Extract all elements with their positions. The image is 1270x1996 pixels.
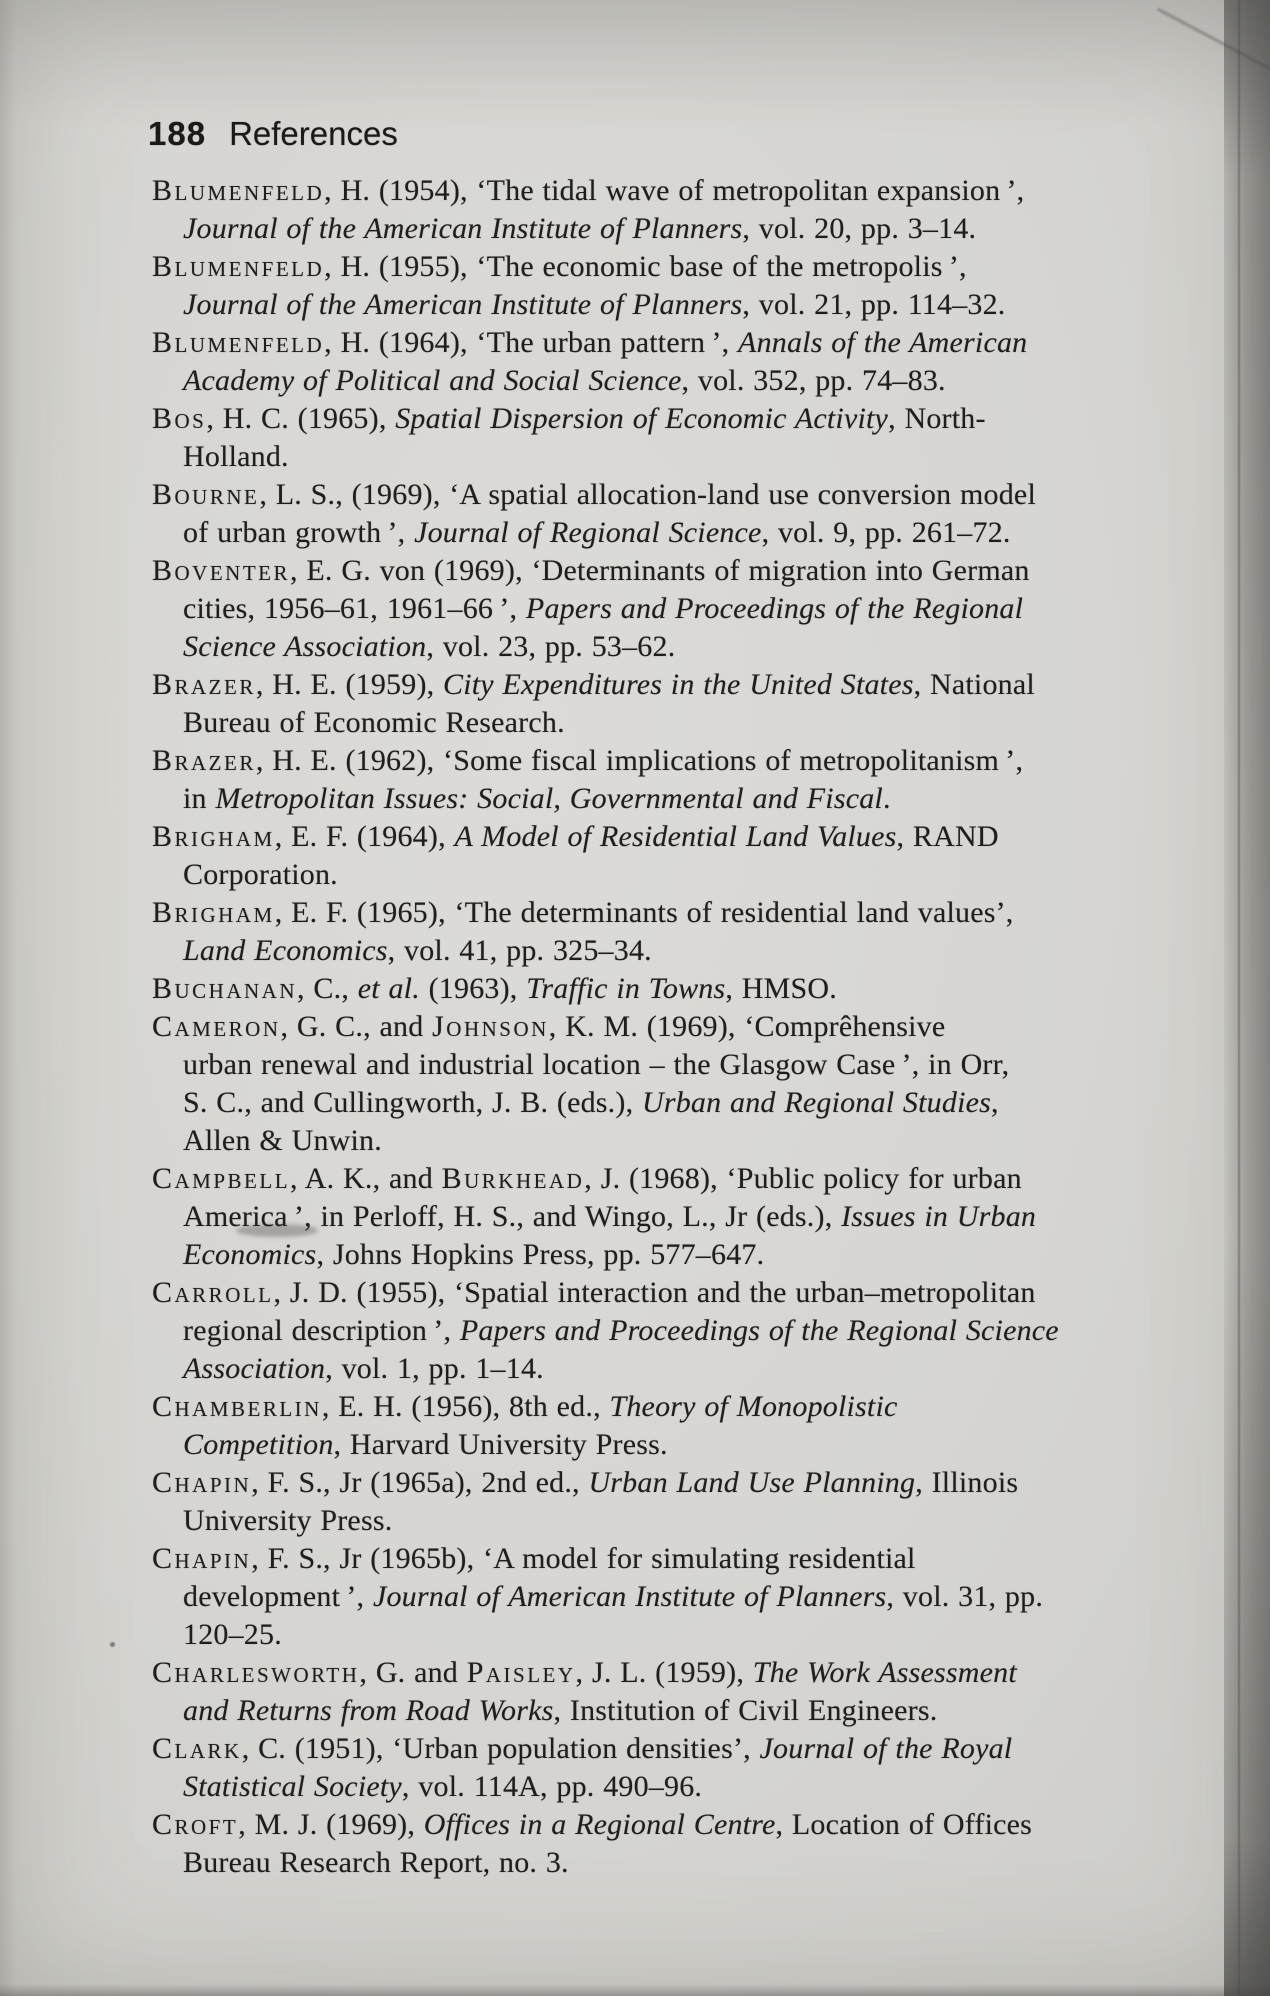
reference-line [152,1388,1197,1426]
reference-text-segment: , HMSO. [725,972,837,1005]
reference-line [152,286,1197,324]
reference-text-segment: , North- [888,402,986,435]
reference-line [152,1426,1197,1464]
reference-line [152,932,1197,970]
reference-text-segment: . [882,782,891,815]
reference-line [152,1122,1197,1160]
reference-text-segment: Journal of the Royal [759,1732,1013,1765]
reference-line [152,742,1197,780]
reference-text-segment: Academy of Political and Social Science [183,364,682,397]
reference-text-segment: , F. S., Jr (1965a), 2nd ed., [251,1466,589,1499]
reference-text-segment: Brigham [152,896,275,929]
reference-line [152,1236,1197,1274]
reference-text-segment: , G. C., and [280,1010,433,1043]
reference-text-segment: Boventer [152,554,290,587]
reference-entry [152,1654,1197,1730]
reference-line [152,1160,1197,1198]
reference-text-segment: , vol. 1, pp. 1–14. [325,1352,544,1385]
reference-text-segment: , vol. 9, pp. 261–72. [761,516,1011,549]
ink-speck [110,1642,115,1647]
reference-text-segment: , vol. 31, pp. [886,1580,1044,1613]
reference-text-segment: Brigham [152,820,275,853]
reference-text-segment: , vol. 41, pp. 325–34. [387,934,652,967]
reference-line [152,552,1197,590]
reference-entry [152,1274,1197,1388]
reference-entry [152,248,1197,324]
page-header [148,116,398,152]
reference-entry [152,324,1197,400]
reference-text-segment: , RAND [896,820,999,853]
reference-text-segment: , H. E. (1962), ‘Some fiscal implications of metropolitanism ’, [255,744,1024,777]
reference-line [152,1654,1197,1692]
reference-entry [152,552,1197,666]
reference-text-segment: , J. (1968), ‘Public policy for urban [584,1162,1022,1195]
reference-text-segment: , Institution of Civil Engineers. [553,1694,938,1727]
reference-text-segment: , J. L. (1959), [575,1656,753,1689]
reference-text-segment: Offices in a Regional Centre [423,1808,776,1841]
reference-entry [152,1806,1197,1882]
reference-line [152,704,1197,742]
reference-line [152,1540,1197,1578]
reference-text-segment: S. C., and Cullingworth, J. B. (eds.), [183,1086,642,1119]
reference-text-segment: Cameron [152,1010,281,1043]
reference-text-segment: of urban growth ’, [183,516,415,549]
page-left-edge-shadow [0,0,16,1996]
reference-text-segment: Metropolitan Issues: Social, Governmental and Fiscal [215,782,883,815]
reference-text-segment: Clark [152,1732,242,1765]
reference-text-segment: urban renewal and industrial location – the Glasgow Case ’, in Orr, [183,1048,1010,1081]
reference-entry [152,400,1197,476]
reference-line [152,172,1197,210]
reference-text-segment: and Returns from Road Works [183,1694,554,1727]
reference-line [152,1768,1197,1806]
reference-text-segment: Journal of American Institute of Planners [372,1580,887,1613]
reference-text-segment: Holland. [183,440,289,473]
reference-line [152,628,1197,666]
reference-entry [152,1464,1197,1540]
reference-text-segment: Bos [152,402,207,435]
reference-line [152,1084,1197,1122]
reference-text-segment: , C. (1951), ‘Urban population densities’, [241,1732,760,1765]
reference-entry [152,476,1197,552]
reference-text-segment: Carroll [152,1276,274,1309]
reference-line [152,1844,1197,1882]
reference-text-segment: Brazer [152,668,256,701]
reference-text-segment: Urban Land Use Planning [588,1466,916,1499]
reference-text-segment: University Press. [183,1504,393,1537]
page-right-edge-shadow [1224,0,1270,1996]
reference-text-segment: , vol. 21, pp. 114–32. [742,288,1006,321]
reference-line [152,1730,1197,1768]
reference-text-segment: Johnson [432,1010,549,1043]
reference-entry [152,1730,1197,1806]
reference-text-segment: , E. G. von (1969), ‘Determinants of migration into German [290,554,1030,587]
reference-text-segment: Campbell [152,1162,291,1195]
reference-line [152,1464,1197,1502]
reference-text-segment: , H. E. (1959), [255,668,444,701]
reference-line [152,1502,1197,1540]
reference-text-segment: Journal of Regional Science [414,516,762,549]
reference-line [152,324,1197,362]
reference-entry [152,172,1197,248]
reference-text-segment: Chapin [152,1466,252,1499]
reference-text-segment: development ’, [183,1580,373,1613]
reference-line [152,894,1197,932]
reference-text-segment: The Work Assessment [752,1656,1017,1689]
reference-text-segment: America ’, in Perloff, H. S., and Wingo, L., Jr (eds.), [183,1200,842,1233]
reference-text-segment: Issues in Urban [841,1200,1037,1233]
reference-text-segment: , H. (1955), ‘The economic base of the metropolis ’, [324,250,967,283]
reference-line [152,1274,1197,1312]
reference-text-segment: Blumenfeld [152,250,325,283]
reference-text-segment: , G. and [359,1656,467,1689]
reference-text-segment: Competition [183,1428,334,1461]
reference-text-segment: Journal of the American Institute of Planners [183,212,743,245]
reference-text-segment: Land Economics [183,934,388,967]
reference-line [152,1692,1197,1730]
reference-text-segment: Charlesworth [152,1656,360,1689]
reference-entry [152,970,1197,1008]
reference-line [152,780,1197,818]
reference-entry [152,742,1197,818]
reference-line [152,248,1197,286]
reference-text-segment: Corporation. [183,858,338,891]
reference-text-segment: , Illinois [915,1466,1019,1499]
reference-text-segment: , vol. 114A, pp. 490–96. [401,1770,703,1803]
reference-entry [152,1540,1197,1654]
reference-text-segment: regional description ’, [183,1314,460,1347]
reference-text-segment: , C., [297,972,358,1005]
reference-line [152,1008,1197,1046]
reference-text-segment: , E. F. (1965), ‘The determinants of residential land values’, [274,896,1014,929]
reference-text-segment: Economics [183,1238,317,1271]
reference-text-segment: A Model of Residential Land Values [454,820,897,853]
reference-text-segment: , F. S., Jr (1965b), ‘A model for simulating residential [251,1542,916,1575]
reference-entry [152,1160,1197,1274]
reference-line [152,1046,1197,1084]
reference-text-segment: , K. M. (1969), ‘Comprêhensive [548,1010,946,1043]
reference-text-segment: City Expenditures in the United States [443,668,914,701]
reference-text-segment: Blumenfeld [152,326,325,359]
reference-entry [152,1008,1197,1160]
reference-text-segment: , vol. 23, pp. 53–62. [426,630,676,663]
reference-text-segment: et al. [357,972,420,1005]
reference-text-segment: , A. K., and [290,1162,442,1195]
reference-line [152,514,1197,552]
reference-line [152,476,1197,514]
reference-text-segment: , [991,1086,999,1119]
reference-line [152,1350,1197,1388]
reference-text-segment: , M. J. (1969), [238,1808,424,1841]
reference-text-segment: Spatial Dispersion of Economic Activity [395,402,889,435]
reference-entry [152,666,1197,742]
reference-text-segment: , H. C. (1965), [206,402,396,435]
reference-text-segment: Blumenfeld [152,174,325,207]
reference-text-segment: Bourne [152,478,260,511]
reference-line [152,818,1197,856]
reference-text-segment: Chapin [152,1542,252,1575]
reference-entry [152,818,1197,894]
reference-text-segment: Buchanan [152,972,298,1005]
reference-text-segment: , E. F. (1964), [274,820,455,853]
references-list [152,172,1197,1882]
reference-line [152,1312,1197,1350]
reference-text-segment: 120–25. [183,1618,282,1651]
page-bottom-edge-shadow [0,1984,1270,1996]
reference-text-segment: , H. (1954), ‘The tidal wave of metropolitan expansion ’, [324,174,1025,207]
reference-line [152,590,1197,628]
reference-entry [152,894,1197,970]
reference-text-segment: Bureau Research Report, no. 3. [183,1846,569,1879]
reference-text-segment: , vol. 352, pp. 74–83. [681,364,946,397]
reference-text-segment: Journal of the American Institute of Planners [183,288,743,321]
reference-text-segment: , vol. 20, pp. 3–14. [742,212,977,245]
reference-text-segment: , L. S., (1969), ‘A spatial allocation-land use conversion model [259,478,1036,511]
reference-text-segment: , National [913,668,1035,701]
reference-text-segment: Theory of Monopolistic [609,1390,898,1423]
reference-line [152,856,1197,894]
page-number: 188 [148,115,207,152]
reference-line [152,210,1197,248]
reference-line [152,970,1197,1008]
reference-line [152,438,1197,476]
ink-smudge [236,1224,318,1237]
reference-text-segment: Statistical Society [183,1770,402,1803]
reference-text-segment: Allen & Unwin. [183,1124,382,1157]
reference-text-segment: , H. (1964), ‘The urban pattern ’, [324,326,739,359]
page-edge-crease-line [1238,0,1240,1996]
reference-text-segment: , Location of Offices [775,1808,1033,1841]
reference-text-segment: Paisley [466,1656,576,1689]
reference-text-segment: Papers and Proceedings of the Regional Science [459,1314,1059,1347]
reference-line [152,1578,1197,1616]
reference-line [152,400,1197,438]
reference-text-segment: Urban and Regional Studies [641,1086,991,1119]
reference-text-segment: , E. H. (1956), 8th ed., [321,1390,610,1423]
reference-line [152,1616,1197,1654]
reference-text-segment: , J. D. (1955), ‘Spatial interaction and the urban–metropolitan [273,1276,1036,1309]
reference-line [152,362,1197,400]
reference-text-segment: Association [183,1352,326,1385]
reference-text-segment: Bureau of Economic Research. [183,706,565,739]
reference-text-segment: in [183,782,216,815]
reference-line [152,1806,1197,1844]
reference-text-segment: , Harvard University Press. [333,1428,668,1461]
reference-text-segment: Science Association [183,630,427,663]
reference-text-segment: Burkhead [441,1162,585,1195]
reference-entry [152,1388,1197,1464]
reference-text-segment: , Johns Hopkins Press, pp. 577–647. [316,1238,765,1271]
reference-line [152,666,1197,704]
header-title: References [229,115,398,152]
reference-text-segment: Annals of the American [738,326,1028,359]
reference-text-segment: Brazer [152,744,256,777]
reference-text-segment: cities, 1956–61, 1961–66 ’, [183,592,526,625]
reference-text-segment: Traffic in Towns [526,972,726,1005]
reference-text-segment: (1963), [419,972,527,1005]
reference-text-segment: Chamberlin [152,1390,322,1423]
reference-text-segment: Papers and Proceedings of the Regional [525,592,1024,625]
reference-text-segment: Croft [152,1808,239,1841]
